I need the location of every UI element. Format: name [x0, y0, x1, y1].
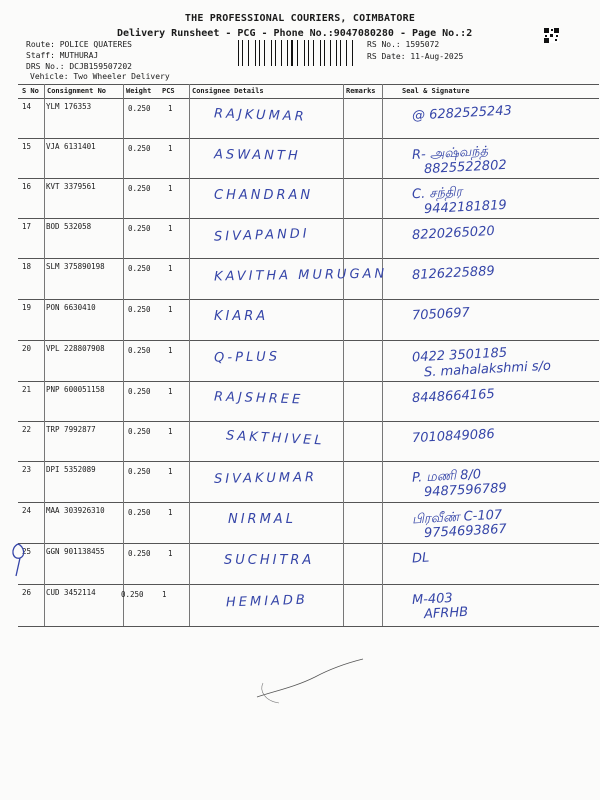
signature-line-2: 9442181819	[423, 197, 508, 218]
consignee-name-handwritten: NIRMAL	[228, 512, 296, 527]
row-serial-number: 18	[22, 262, 32, 271]
consignment-number: PON 6630410	[46, 303, 96, 312]
row-pcs: 1	[168, 427, 173, 436]
row-rule	[18, 138, 599, 139]
row-rule	[18, 340, 599, 341]
table-header-top-rule	[18, 84, 599, 85]
signature-line-1: 7050697	[411, 305, 471, 324]
barcode-icon	[238, 40, 356, 66]
consignee-name-handwritten: KIARA	[214, 309, 269, 324]
row-rule	[18, 584, 599, 585]
route-label: Route: POLICE QUATERES	[26, 40, 132, 49]
consignee-name-handwritten: KAVITHA MURUGAN	[213, 266, 388, 285]
col-remarks: Remarks	[346, 87, 376, 95]
consignee-name-handwritten: SIVAPANDI	[213, 226, 310, 245]
row-weight: 0.250	[128, 508, 151, 517]
signature-line-1: 0422 3501185	[411, 345, 508, 366]
row-weight: 0.250	[128, 346, 151, 355]
column-rule	[189, 84, 190, 626]
signature-line-2: AFRHB	[423, 604, 469, 623]
consignee-name-handwritten: RAJSHREE	[213, 389, 304, 408]
consignment-number: KVT 3379561	[46, 182, 96, 191]
row-weight: 0.250	[128, 264, 151, 273]
col-seal-signature: Seal & Signature	[402, 87, 470, 95]
consignment-number: YLM 176353	[46, 102, 92, 111]
row-rule	[18, 218, 599, 219]
row-weight: 0.250	[128, 467, 151, 476]
row-serial-number: 24	[22, 506, 32, 515]
row-pcs: 1	[162, 590, 167, 599]
row-weight: 0.250	[128, 305, 151, 314]
signature-line-1: M-403	[411, 590, 454, 609]
signature-line-1: 8126225889	[411, 263, 496, 284]
document-subtitle: Delivery Runsheet - PCG - Phone No.:9047080280 - Page No.:2	[117, 28, 473, 39]
consignee-name-handwritten: ASWANTH	[213, 147, 301, 164]
row-pcs: 1	[168, 305, 173, 314]
consignee-name-handwritten: SAKTHIVEL	[225, 428, 325, 449]
row-pcs: 1	[168, 508, 173, 517]
row-pcs: 1	[168, 346, 173, 355]
signature-line-1: P. மணி 8/0	[411, 467, 482, 486]
consignment-number: BOD 532058	[46, 222, 92, 231]
row-serial-number: 20	[22, 344, 32, 353]
signature-line-1: DL	[411, 550, 430, 567]
column-rule	[123, 84, 124, 626]
signature-line-2: 8825522802	[423, 157, 508, 178]
consignee-name-handwritten: CHANDRAN	[214, 188, 314, 203]
row-pcs: 1	[168, 144, 173, 153]
column-rule	[343, 84, 344, 626]
rs-date: RS Date: 11-Aug-2025	[367, 52, 464, 61]
row-serial-number: 25	[22, 547, 32, 556]
row-rule	[18, 178, 599, 179]
row-weight: 0.250	[128, 387, 151, 396]
row-serial-number: 14	[22, 102, 32, 111]
ink-scribble	[255, 657, 365, 705]
signature-line-1: 7010849086	[411, 426, 496, 447]
row-weight: 0.250	[128, 549, 151, 558]
row-serial-number: 19	[22, 303, 32, 312]
consignee-name-handwritten: Q-PLUS	[213, 349, 281, 366]
row-serial-number: 16	[22, 182, 32, 191]
staff-label: Staff: MUTHURAJ	[26, 51, 99, 60]
row-rule	[18, 626, 599, 627]
consignment-number: CUD 3452114	[46, 588, 96, 597]
row-weight: 0.250	[121, 590, 144, 599]
consignment-number: VPL 228807908	[46, 344, 105, 353]
consignee-name-handwritten: SUCHITRA	[224, 553, 315, 568]
row-pcs: 1	[168, 549, 173, 558]
row-serial-number: 22	[22, 425, 32, 434]
signature-line-1: 8448664165	[411, 386, 496, 407]
consignment-number: VJA 6131401	[46, 142, 96, 151]
column-rule	[44, 84, 45, 626]
signature-line-1: 8220265020	[411, 223, 496, 244]
row-weight: 0.250	[128, 104, 151, 113]
row-serial-number: 15	[22, 142, 32, 151]
row-weight: 0.250	[128, 144, 151, 153]
qr-code-icon	[544, 28, 559, 43]
consignee-name-handwritten: SIVAKUMAR	[213, 470, 318, 487]
signature-line-1: @ 6282525243	[411, 103, 513, 124]
row-serial-number: 17	[22, 222, 32, 231]
consignment-number: GGN 901138455	[46, 547, 105, 556]
consignment-number: DPI 5352089	[46, 465, 96, 474]
row-serial-number: 21	[22, 385, 32, 394]
row-pcs: 1	[168, 264, 173, 273]
row-rule	[18, 543, 599, 544]
row-rule	[18, 461, 599, 462]
row-serial-number: 23	[22, 465, 32, 474]
col-pcs: PCS	[162, 87, 175, 95]
row-rule	[18, 381, 599, 382]
col-weight: Weight	[126, 87, 152, 95]
vehicle-label: Vehicle: Two Wheeler Delivery	[30, 72, 170, 81]
handwritten-mark-left	[8, 542, 32, 578]
consignee-name-handwritten: HEMIADB	[225, 592, 309, 611]
row-pcs: 1	[168, 184, 173, 193]
column-rule	[382, 84, 383, 626]
consignment-number: MAA 303926310	[46, 506, 105, 515]
row-rule	[18, 502, 599, 503]
signature-line-2: S. mahalakshmi s/o	[423, 358, 552, 381]
row-pcs: 1	[168, 387, 173, 396]
document-title: THE PROFESSIONAL COURIERS, COIMBATORE	[184, 13, 416, 24]
row-rule	[18, 98, 599, 99]
row-weight: 0.250	[128, 224, 151, 233]
drs-label: DRS No.: DCJB159507202	[26, 62, 132, 71]
row-pcs: 1	[168, 467, 173, 476]
col-sno: S No	[22, 87, 39, 95]
row-rule	[18, 299, 599, 300]
row-rule	[18, 421, 599, 422]
rs-number: RS No.: 1595072	[367, 40, 440, 49]
row-weight: 0.250	[128, 184, 151, 193]
row-rule	[18, 258, 599, 259]
col-consignee: Consignee Details	[192, 87, 264, 95]
consignment-number: PNP 600051158	[46, 385, 105, 394]
consignment-number: SLM 375890198	[46, 262, 105, 271]
signature-line-2: 9754693867	[423, 521, 508, 542]
signature-line-1: R- அஷ்வந்த்	[411, 144, 489, 163]
row-weight: 0.250	[128, 427, 151, 436]
signature-line-1: C. சந்திர	[411, 184, 463, 203]
signature-line-2: 9487596789	[423, 480, 508, 501]
row-pcs: 1	[168, 104, 173, 113]
signature-line-1: பிரவீண் C-107	[411, 507, 503, 528]
consignment-number: TRP 7992877	[46, 425, 96, 434]
row-pcs: 1	[168, 224, 173, 233]
col-consignment: Consignment No	[47, 87, 107, 95]
row-serial-number: 26	[22, 588, 32, 597]
consignee-name-handwritten: RAJKUMAR	[213, 106, 307, 125]
